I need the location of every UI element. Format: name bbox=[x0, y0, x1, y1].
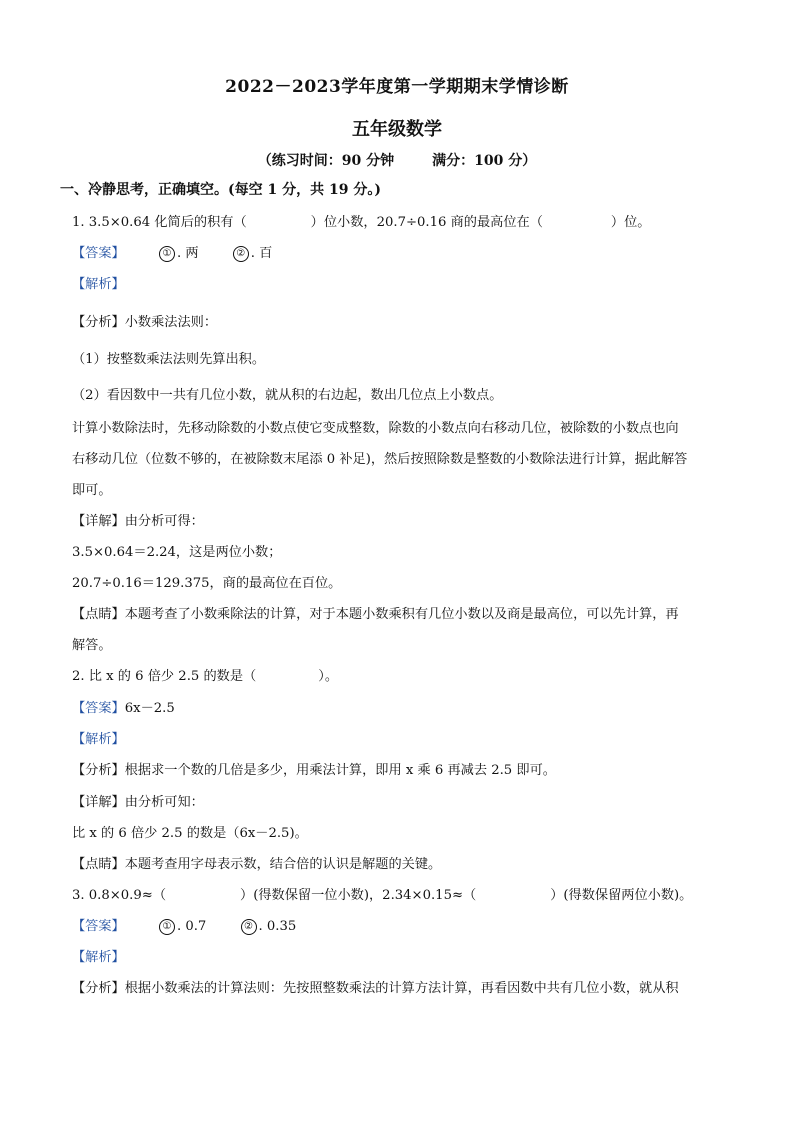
answer-1: 【答案】 ① . 两 ② . 百 bbox=[72, 246, 273, 261]
analysis-head-2: 【解析】 bbox=[72, 732, 125, 747]
exam-info bbox=[0, 150, 794, 170]
result-2: 比 x 的 6 倍少 2.5 的数是（6x－2.5)。 bbox=[72, 826, 308, 841]
answer-tag: 【答案】 bbox=[72, 919, 125, 934]
exam-score: 满分：100 分） bbox=[432, 153, 537, 169]
analysis-2: 【分析】根据求一个数的几倍是多少，用乘法计算，即用 x 乘 6 再减去 2.5 即可。 bbox=[72, 763, 556, 778]
comment-2: 【点睛】本题考查用字母表示数，结合倍的认识是解题的关键。 bbox=[72, 857, 442, 872]
analysis-1-step2: （2）看因数中一共有几位小数，就从积的右边起，数出几位点上小数点。 bbox=[72, 388, 503, 403]
answer-3: 【答案】 ① . 0.7 ② . 0.35 bbox=[72, 919, 297, 934]
answer-tag: 【答案】 bbox=[72, 246, 125, 261]
detail-2: 【详解】由分析可知： bbox=[72, 795, 204, 810]
division-rule-line3: 即可。 bbox=[72, 483, 112, 498]
comment-1-cont: 解答。 bbox=[72, 638, 112, 653]
question-3: 3. 0.8×0.9≈（ ）(得数保留一位小数)，2.34×0.15≈（ ）(得数保留两位小数)。 bbox=[72, 888, 693, 903]
analysis-1: 【分析】小数乘法法则： bbox=[72, 315, 218, 330]
comment-1: 【点睛】本题考查了小数乘除法的计算，对于本题小数乘积有几位小数以及商是最高位，可以先计算，再 bbox=[72, 607, 679, 622]
section-title: 一、冷静思考，正确填空。(每空 1 分，共 19 分。) bbox=[60, 182, 381, 198]
question-1: 1. 3.5×0.64 化简后的积有（ ）位小数，20.7÷0.16 商的最高位在（ ）位。 bbox=[72, 215, 651, 230]
document-title: 2022－2023学年度第一学期期末学情诊断 bbox=[225, 77, 569, 97]
question-2: 2. 比 x 的 6 倍少 2.5 的数是（ ）。 bbox=[72, 669, 339, 684]
document-subtitle: 五年级数学 bbox=[352, 119, 442, 140]
calc-1: 3.5×0.64＝2.24，这是两位小数； bbox=[72, 545, 282, 560]
answer-2: 【答案】6x－2.5 bbox=[72, 701, 175, 716]
analysis-3: 【分析】根据小数乘法的计算法则：先按照整数乘法的计算方法计算，再看因数中共有几位小数，就从积 bbox=[72, 981, 679, 996]
detail-1: 【详解】由分析可得： bbox=[72, 514, 204, 529]
answer-tag: 【答案】 bbox=[72, 701, 125, 716]
analysis-head-1: 【解析】 bbox=[72, 277, 125, 292]
calc-2: 20.7÷0.16＝129.375，商的最高位在百位。 bbox=[72, 576, 342, 591]
analysis-head-3: 【解析】 bbox=[72, 950, 125, 965]
exam-time: （练习时间：90 分钟 bbox=[257, 153, 395, 169]
analysis-1-step1: （1）按整数乘法法则先算出积。 bbox=[72, 352, 266, 367]
division-rule-line2: 右移动几位（位数不够的，在被除数末尾添 0 补足)，然后按照除数是整数的小数除法进行计算，据此解答 bbox=[72, 452, 688, 467]
division-rule-line1: 计算小数除法时，先移动除数的小数点使它变成整数，除数的小数点向右移动几位，被除数的小数点也向 bbox=[72, 421, 679, 436]
